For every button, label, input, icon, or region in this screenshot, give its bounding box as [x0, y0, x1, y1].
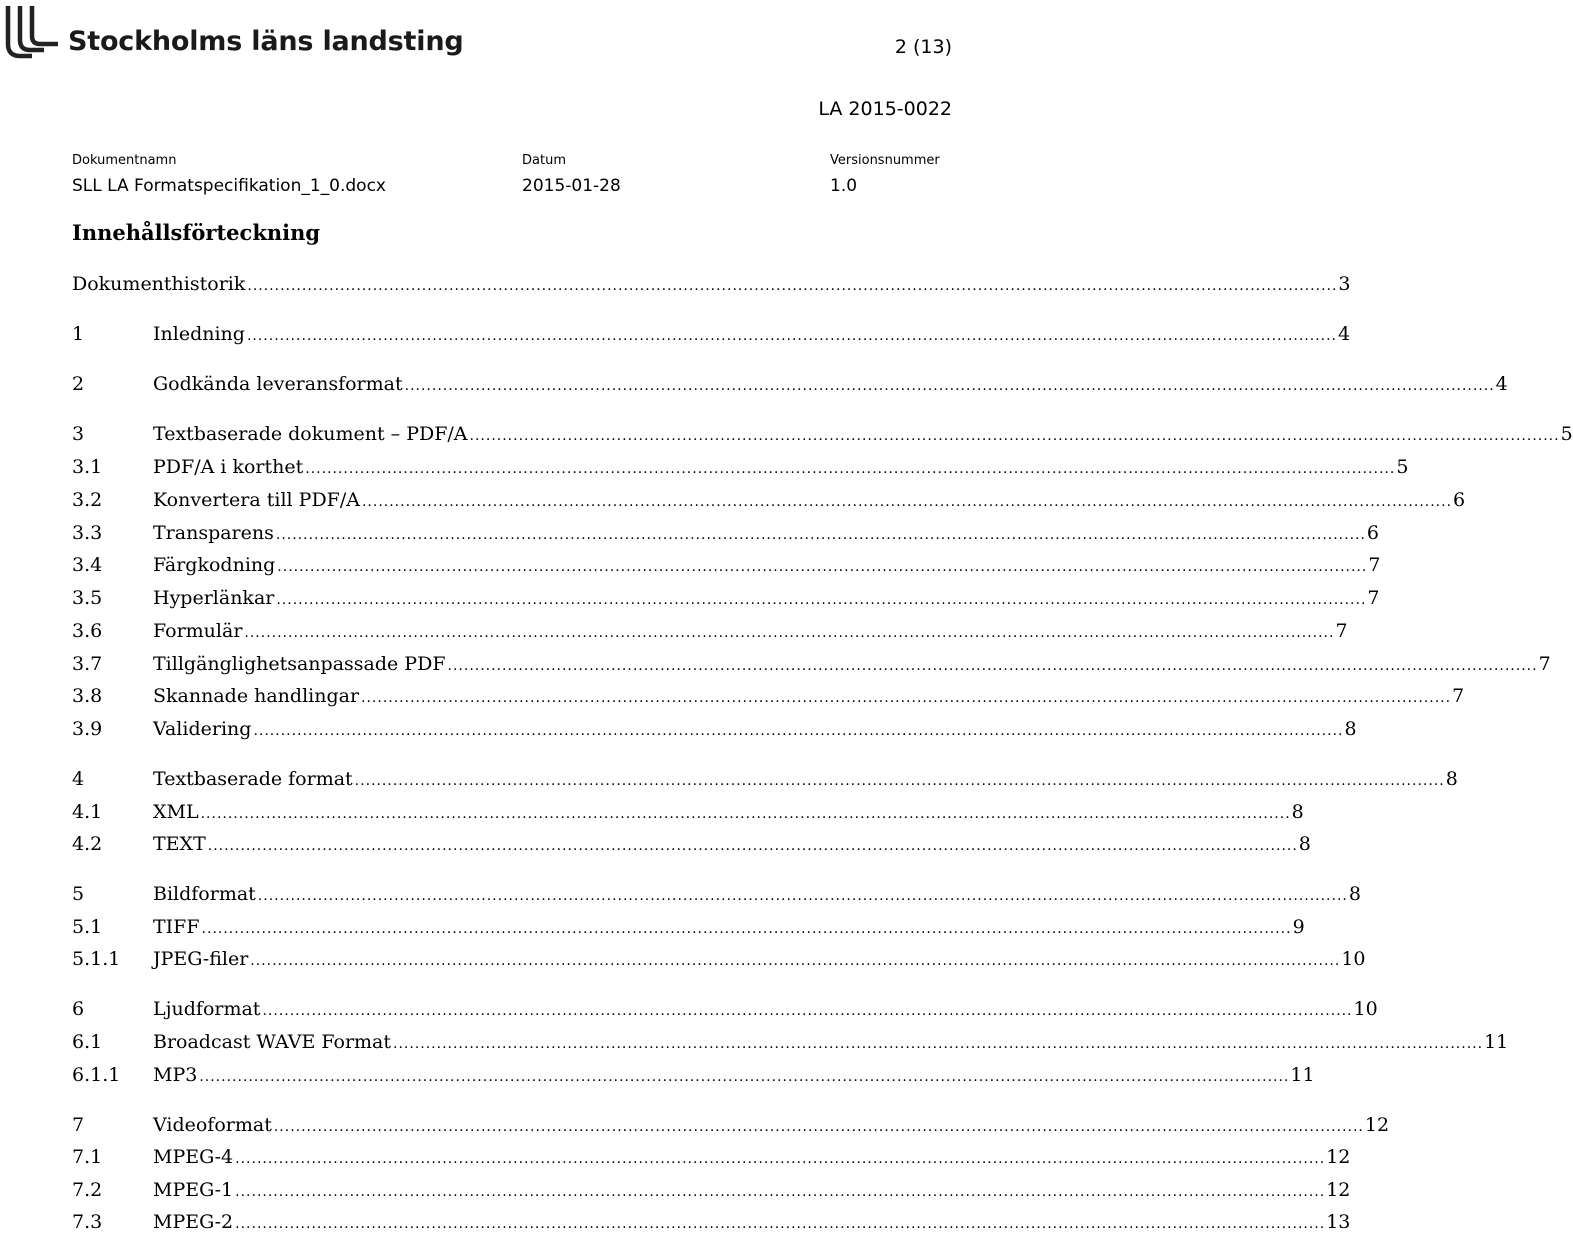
- toc-entry-title: Skannade handlingar: [153, 685, 360, 707]
- toc-entry-title: MPEG-2: [153, 1211, 234, 1233]
- toc-entry[interactable]: [72, 946, 1366, 972]
- toc-heading: Innehållsförteckning: [72, 220, 321, 245]
- toc-dot-leader: ........................................................................................................................................................................................................: [276, 592, 1367, 608]
- date-value: 2015-01-28: [522, 176, 621, 196]
- meta-date: [522, 153, 621, 196]
- toc-entry-number: 6: [72, 998, 85, 1020]
- toc-entry-title: TEXT: [153, 833, 206, 855]
- toc-entry-page: 7: [1367, 587, 1380, 609]
- toc-entry-page: 8: [1291, 801, 1304, 823]
- toc-entry[interactable]: [72, 716, 1357, 742]
- toc-entry-page: 10: [1341, 948, 1366, 970]
- toc-entry-page: 11: [1484, 1031, 1509, 1053]
- toc-dot-leader: ........................................................................................................................................................................................................: [246, 328, 1337, 344]
- toc-dot-leader: ........................................................................................................................................................................................................: [235, 1216, 1326, 1232]
- toc-dot-leader: ........................................................................................................................................................................................................: [361, 690, 1452, 706]
- toc-entry[interactable]: [72, 487, 1466, 513]
- toc-entry-title: Textbaserade format: [153, 768, 353, 790]
- sll-logo-mark: [2, 4, 64, 64]
- toc-entry[interactable]: [72, 618, 1348, 644]
- toc-dot-leader: ........................................................................................................................................................................................................: [469, 428, 1560, 444]
- toc-entry-title: Hyperlänkar: [153, 587, 275, 609]
- toc-entry-page: 7: [1538, 653, 1551, 675]
- toc-entry[interactable]: [72, 881, 1361, 907]
- toc-entry-page: 8: [1445, 768, 1458, 790]
- toc-entry-title: XML: [153, 801, 199, 823]
- toc-entry[interactable]: [72, 1144, 1351, 1170]
- toc-entry-title: Tillgänglighetsanpassade PDF: [153, 653, 446, 675]
- toc-entry-title: Färgkodning: [153, 554, 276, 576]
- toc-entry[interactable]: [72, 1029, 1509, 1055]
- toc-entry-number: 4: [72, 768, 85, 790]
- toc-entry[interactable]: [72, 766, 1458, 792]
- toc-entry[interactable]: [72, 585, 1380, 611]
- toc-entry-number: 5: [72, 883, 85, 905]
- page-number: 2 (13): [894, 36, 952, 58]
- meta-version: [830, 153, 940, 196]
- toc-entry[interactable]: [72, 799, 1304, 825]
- toc-entry-title: Broadcast WAVE Format: [153, 1031, 392, 1053]
- toc-dot-leader: ........................................................................................................................................................................................................: [305, 461, 1396, 477]
- toc-entry-number: 2: [72, 373, 85, 395]
- toc-entry-title: JPEG-filer: [153, 948, 249, 970]
- toc-dot-leader: ........................................................................................................................................................................................................: [253, 723, 1344, 739]
- date-label: Datum: [522, 153, 566, 168]
- doc-name-value: SLL LA Formatspecifikation_1_0.docx: [72, 176, 386, 196]
- toc-entry-page: 11: [1290, 1064, 1315, 1086]
- toc-dot-leader: ........................................................................................................................................................................................................: [277, 559, 1368, 575]
- toc-dot-leader: ........................................................................................................................................................................................................: [404, 378, 1495, 394]
- toc-dot-leader: ........................................................................................................................................................................................................: [244, 625, 1335, 641]
- toc-entry-title: Formulär: [153, 620, 243, 642]
- toc-dot-leader: ........................................................................................................................................................................................................: [447, 658, 1538, 674]
- toc-entry-page: 7: [1368, 554, 1381, 576]
- toc-entry-page: 6: [1366, 522, 1380, 544]
- toc-entry-number: 3.8: [72, 685, 103, 707]
- toc-entry[interactable]: [72, 831, 1311, 857]
- toc-entry-number: 3.5: [72, 587, 103, 609]
- toc-entry-title: Videoformat: [153, 1114, 272, 1136]
- toc-entry-number: 3: [72, 423, 85, 445]
- toc-entry-page: 12: [1326, 1179, 1351, 1201]
- toc-entry-number: 3.1: [72, 456, 103, 478]
- toc-entry[interactable]: [72, 1112, 1390, 1138]
- toc-entry[interactable]: [72, 520, 1380, 546]
- toc-dot-leader: ........................................................................................................................................................................................................: [275, 527, 1366, 543]
- toc-entry-title: TIFF: [153, 916, 200, 938]
- toc-entry-page: 4: [1495, 373, 1508, 395]
- toc-entry-page: 12: [1364, 1114, 1390, 1136]
- toc-entry-title: Validering: [153, 718, 252, 740]
- toc-entry-title: PDF/A i korthet: [153, 456, 304, 478]
- toc-entry[interactable]: [72, 1062, 1315, 1088]
- toc-dot-leader: ........................................................................................................................................................................................................: [247, 278, 1338, 294]
- toc-entry-title: Godkända leveransformat: [153, 373, 403, 395]
- toc-entry-title: Ljudformat: [153, 998, 261, 1020]
- toc-entry-title: MPEG-1: [153, 1179, 234, 1201]
- toc-entry[interactable]: [72, 683, 1465, 709]
- toc-entry-page: 7: [1452, 685, 1465, 707]
- toc-entry-page: 10: [1353, 998, 1378, 1020]
- toc-entry-title: Bildformat: [153, 883, 256, 905]
- toc-dot-leader: ........................................................................................................................................................................................................: [273, 1119, 1364, 1135]
- toc-entry[interactable]: [72, 1209, 1351, 1235]
- toc-entry-number: 4.2: [72, 833, 103, 855]
- toc-entry-number: 5.1: [72, 916, 103, 938]
- toc-entry-number: 3.3: [72, 522, 103, 544]
- toc-entry[interactable]: [72, 1177, 1351, 1203]
- doc-name-label: Dokumentnamn: [72, 153, 177, 168]
- toc-entry[interactable]: [72, 651, 1551, 677]
- toc-entry-number: 7: [72, 1114, 85, 1136]
- toc-entry-title: MP3: [153, 1064, 198, 1086]
- toc-dot-leader: ........................................................................................................................................................................................................: [257, 888, 1348, 904]
- toc-entry-number: 1: [72, 323, 85, 345]
- toc-entry[interactable]: [72, 996, 1378, 1022]
- toc-entry[interactable]: [72, 914, 1305, 940]
- toc-entry-number: 7.2: [72, 1179, 103, 1201]
- toc-entry-number: 3.6: [72, 620, 103, 642]
- toc-dot-leader: ........................................................................................................................................................................................................: [393, 1036, 1484, 1052]
- toc-entry-page: 8: [1298, 833, 1311, 855]
- toc-dot-leader: ........................................................................................................................................................................................................: [199, 1069, 1290, 1085]
- toc-entry-page: 5: [1560, 423, 1573, 445]
- toc-entry[interactable]: [72, 421, 1573, 447]
- toc-entry-title: Textbaserade dokument – PDF/A: [153, 423, 468, 445]
- toc-entry[interactable]: [72, 271, 1351, 297]
- toc-dot-leader: ........................................................................................................................................................................................................: [361, 494, 1453, 510]
- toc-dot-leader: ........................................................................................................................................................................................................: [354, 773, 1445, 789]
- toc-entry-title: Konvertera till PDF/A: [153, 489, 360, 511]
- toc-entry-number: 7.3: [72, 1211, 103, 1233]
- toc-entry-page: 3: [1338, 273, 1351, 295]
- meta-doc-name: [72, 153, 386, 196]
- toc-entry-title: Inledning: [153, 323, 245, 345]
- toc-entry-page: 5: [1396, 456, 1409, 478]
- toc-dot-leader: ........................................................................................................................................................................................................: [235, 1184, 1326, 1200]
- toc-entry-number: 3.4: [72, 554, 103, 576]
- toc-dot-leader: ........................................................................................................................................................................................................: [200, 806, 1291, 822]
- toc-entry[interactable]: [72, 371, 1508, 397]
- toc-entry-title: Transparens: [153, 522, 274, 544]
- toc-entry-page: 4: [1338, 323, 1351, 345]
- toc-entry-page: 6: [1453, 489, 1466, 511]
- toc-dot-leader: ........................................................................................................................................................................................................: [201, 921, 1292, 937]
- toc-entry-title: Dokumenthistorik: [72, 273, 246, 295]
- toc-entry[interactable]: [72, 552, 1381, 578]
- toc-entry[interactable]: [72, 321, 1351, 347]
- toc-entry-page: 13: [1326, 1211, 1351, 1233]
- toc-dot-leader: ........................................................................................................................................................................................................: [262, 1003, 1353, 1019]
- toc-entry-number: 4.1: [72, 801, 103, 823]
- org-name: Stockholms läns landsting: [68, 26, 464, 57]
- version-value: 1.0: [830, 176, 858, 196]
- toc-entry-number: 5.1.1: [72, 948, 121, 970]
- toc-entry-number: 6.1: [72, 1031, 103, 1053]
- toc-entry-number: 6.1.1: [72, 1064, 121, 1086]
- toc-entry[interactable]: [72, 454, 1409, 480]
- toc-entry-number: 3.9: [72, 718, 103, 740]
- toc-entry-number: 7.1: [72, 1146, 103, 1168]
- toc-entry-number: 3.7: [72, 653, 103, 675]
- toc-entry-page: 7: [1335, 620, 1348, 642]
- toc-dot-leader: ........................................................................................................................................................................................................: [207, 838, 1298, 854]
- toc-entry-page: 12: [1326, 1146, 1351, 1168]
- toc-dot-leader: ........................................................................................................................................................................................................: [235, 1151, 1326, 1167]
- toc-entry-title: MPEG-4: [153, 1146, 234, 1168]
- toc-entry-number: 3.2: [72, 489, 103, 511]
- toc-entry-page: 8: [1348, 883, 1361, 905]
- version-label: Versionsnummer: [830, 153, 940, 168]
- document-id: LA 2015-0022: [818, 98, 952, 120]
- toc-dot-leader: ........................................................................................................................................................................................................: [250, 953, 1341, 969]
- toc-entry-page: 8: [1344, 718, 1357, 740]
- toc-entry-page: 9: [1292, 916, 1305, 938]
